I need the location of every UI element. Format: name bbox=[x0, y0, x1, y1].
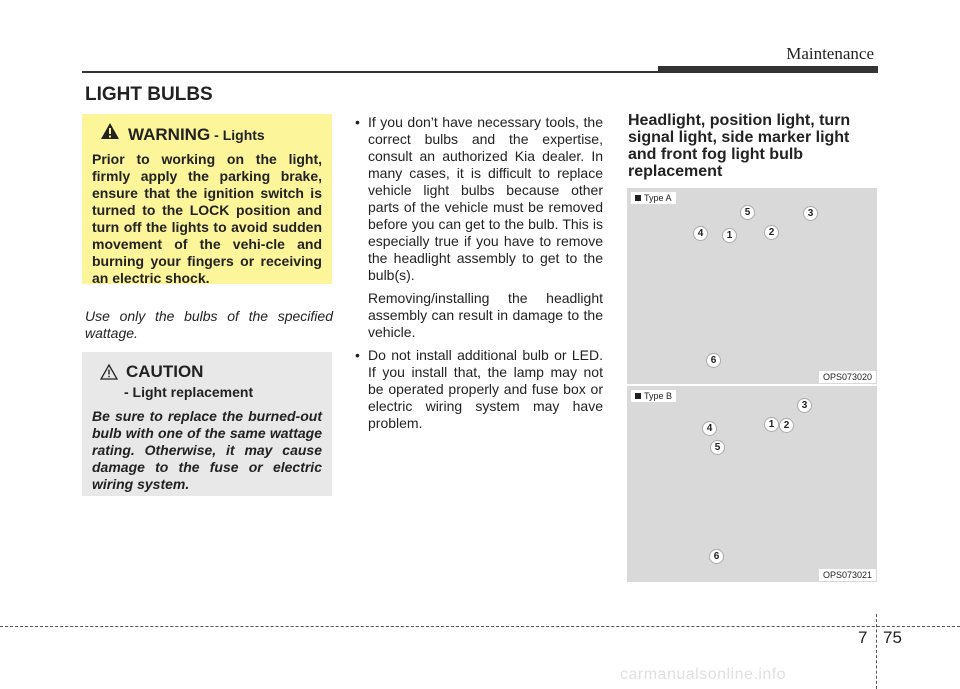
warning-header bbox=[100, 122, 322, 145]
figure-type-b bbox=[627, 386, 877, 582]
warning-label: WARNING bbox=[128, 125, 211, 144]
callout-number: 4 bbox=[694, 227, 707, 240]
caution-label: CAUTION bbox=[126, 362, 204, 381]
square-bullet-icon bbox=[635, 195, 641, 201]
caution-text: Be sure to replace the burned-out bulb with one of the same wattage rating. Otherwise, it may cause damage to the fuse or electric wiring system. bbox=[92, 408, 322, 492]
warning-text: Prior to working on the light, firmly apply the parking brake, ensure that the ignition switch is turned to the LOCK position and turn off the lights to avoid sudden movement of the vehi-cle and burning your fingers or receiving an electric shock. bbox=[92, 151, 322, 286]
section-title: LIGHT BULBS bbox=[85, 84, 213, 105]
callout-number: 1 bbox=[765, 418, 778, 431]
caution-box bbox=[82, 352, 332, 496]
callout-number: 2 bbox=[780, 419, 793, 432]
callout-number: 3 bbox=[804, 207, 817, 220]
figure-code: OPS073020 bbox=[819, 371, 876, 383]
callout-number: 1 bbox=[723, 229, 736, 242]
figure-type-label bbox=[631, 192, 676, 204]
figure-type-text: Type A bbox=[644, 193, 672, 203]
caution-triangle-icon bbox=[100, 364, 118, 380]
callout-number: 6 bbox=[710, 550, 723, 563]
bullet-marker: • bbox=[355, 347, 360, 363]
header-rule-accent bbox=[658, 66, 878, 73]
list-item-paragraph: Removing/installing the headlight assembly can result in damage to the vehicle. bbox=[368, 290, 603, 340]
footer-divider bbox=[876, 614, 877, 689]
callout-number: 6 bbox=[707, 354, 720, 367]
header-title: Maintenance bbox=[786, 44, 874, 63]
warning-triangle-icon bbox=[100, 122, 120, 140]
bullet-marker: • bbox=[355, 114, 360, 130]
callout-number: 4 bbox=[703, 422, 716, 435]
watermark: carmanualsonline.info bbox=[620, 666, 787, 683]
chapter-number: 7 bbox=[858, 628, 868, 647]
page-number: 75 bbox=[883, 628, 902, 647]
figure-type-a bbox=[627, 188, 877, 384]
list-item-text: Do not install additional bulb or LED. If you install that, the lamp may not be operated properly and fuse box or electric wiring system may have problem. bbox=[368, 347, 603, 431]
warning-subtitle: - Lights bbox=[214, 127, 265, 143]
list-item bbox=[355, 114, 603, 284]
list-item bbox=[355, 347, 603, 432]
callout-number: 3 bbox=[798, 399, 811, 412]
callout-number: 2 bbox=[765, 226, 778, 239]
subsection-title: Headlight, position light, turn signal light, side marker light and front fog light bulb replacement bbox=[628, 112, 851, 180]
footer-rule bbox=[0, 626, 960, 627]
caution-subtitle: - Light replacement bbox=[124, 384, 254, 400]
instructions-column bbox=[355, 114, 603, 432]
figure-type-text: Type B bbox=[644, 391, 673, 401]
caution-header bbox=[100, 362, 322, 382]
wattage-note: Use only the bulbs of the specified wattage. bbox=[85, 308, 333, 341]
square-bullet-icon bbox=[635, 393, 641, 399]
warning-box bbox=[82, 114, 332, 284]
figure-code: OPS073021 bbox=[819, 569, 876, 581]
list-item-text: If you don’t have necessary tools, the correct bulbs and the expertise, consult an authorized Kia dealer. In many cases, it is difficult to replace vehicle light bulbs because other parts of the vehicle must be removed before you can get to the bulb. This is especially true if you have to remove the headlight assembly to get to the bulb(s). bbox=[368, 114, 603, 283]
callout-number: 5 bbox=[741, 206, 754, 219]
figure-type-label bbox=[631, 390, 676, 402]
callout-number: 5 bbox=[711, 441, 724, 454]
